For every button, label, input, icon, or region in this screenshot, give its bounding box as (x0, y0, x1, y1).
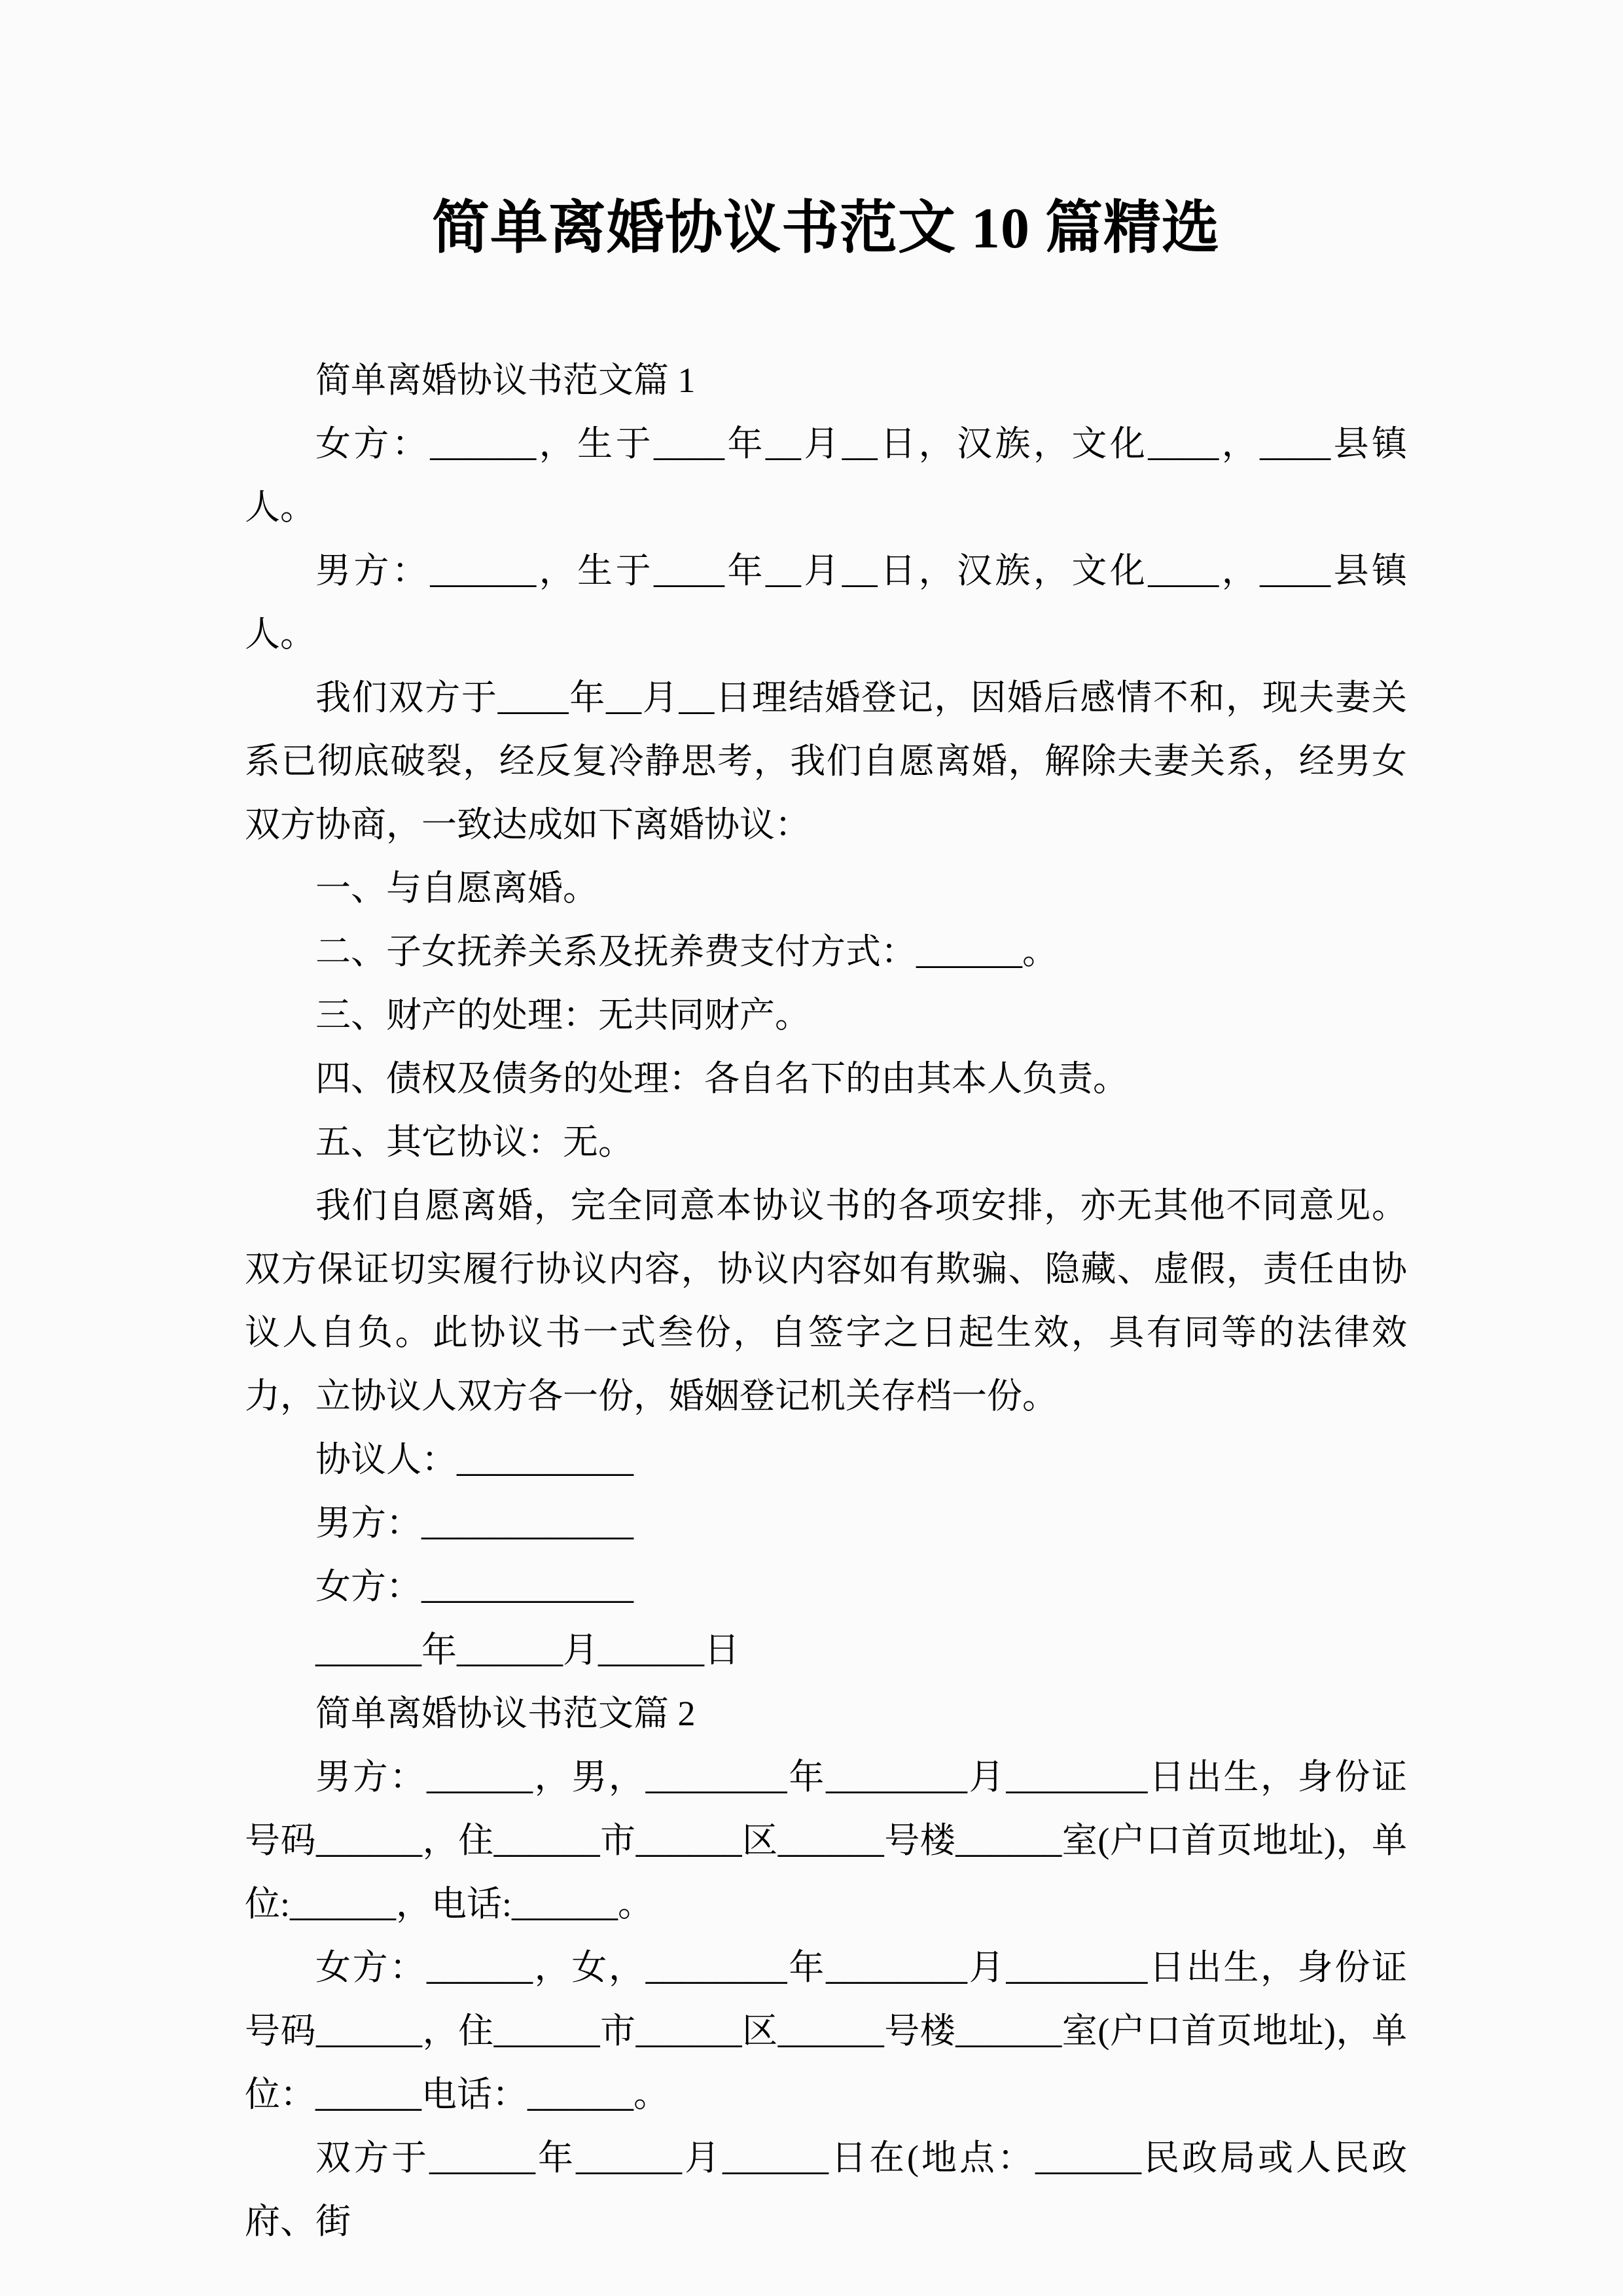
paragraph: 双方于______年______月______日在(地点：______民政局或人民政府、街 (245, 2138, 1407, 2241)
paragraph: 我们自愿离婚，完全同意本协议书的各项安排，亦无其他不同意见。双方保证切实履行协议内容，协议内容如有欺骗、隐藏、虚假，责任由协议人自负。此协议书一式叁份，自签字之日起生效，具有同等的法律效力，立协议人双方各一份，婚姻登记机关存档一份。 (245, 1186, 1407, 1416)
paragraph: 我们双方于____年__月__日理结婚登记，因婚后感情不和，现夫妻关系已彻底破裂，经反复冷静思考，我们自愿离婚，解除夫妻关系，经男女双方协商，一致达成如下离婚协议： (245, 678, 1407, 844)
paragraph: 女方：____________ (315, 1567, 633, 1606)
paragraph: 三、财产的处理：无共同财产。 (315, 996, 810, 1035)
section-heading: 简单离婚协议书范文篇 1 (315, 361, 696, 400)
paragraph: 五、其它协议：无。 (315, 1122, 633, 1162)
paragraph: 一、与自愿离婚。 (315, 869, 598, 908)
paragraph: 女方：______，女，________年________月________日出生，身份证号码______，住______市______区______号楼______室(户口首页地址)，单位：______电话：______。 (245, 1948, 1407, 2114)
document-body (245, 349, 1407, 2253)
paragraph: 四、债权及债务的处理：各自名下的由其本人负责。 (315, 1059, 1128, 1098)
document-title: 简单离婚协议书范文 10 篇精选 (431, 197, 1220, 260)
paragraph: 男方：______，生于____年__月__日，汉族，文化____，____县镇人。 (245, 551, 1407, 654)
paragraph: 男方：____________ (315, 1503, 633, 1543)
paragraph: 协议人：__________ (315, 1440, 633, 1479)
paragraph: 二、子女抚养关系及抚养费支付方式：______。 (315, 932, 1058, 971)
section-heading: 简单离婚协议书范文篇 2 (315, 1694, 696, 1733)
paragraph: 女方：______，生于____年__月__日，汉族，文化____，____县镇人。 (245, 424, 1407, 527)
paragraph: ______年______月______日 (315, 1630, 740, 1670)
paragraph: 男方：______，男，________年________月________日出生，身份证号码______，住______市______区______号楼______室(户口首页地址)，单位:______，电话:______。 (245, 1757, 1407, 1924)
